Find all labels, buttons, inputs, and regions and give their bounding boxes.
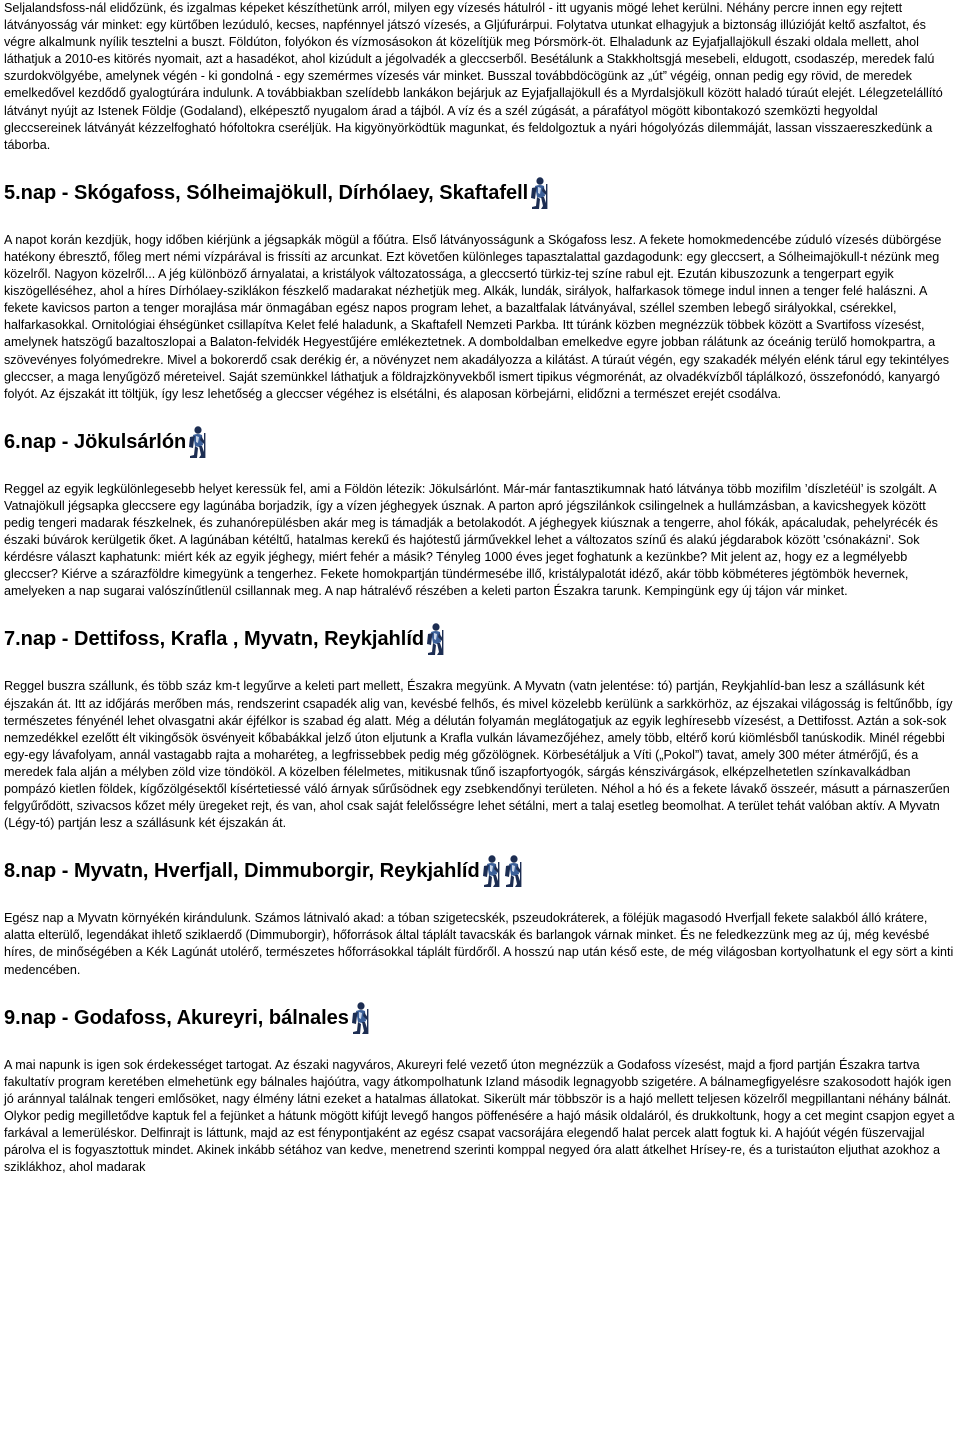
section-7-title: 7.nap - Dettifoss, Krafla , Myvatn, Reykjahlíd [4,628,425,651]
section-5-body: A napot korán kezdjük, hogy időben kiérjünk a jégsapkák mögül a főútra. Első látványosságunk a Skógafoss lesz. A fekete homokmedencébe zúduló vízesés dübörgése hatékony ébresztő, főleg mert némi vízpárával is frissíti az arcunkat. Ezt követően különleges tapasztalattal gazdagodunk: egy gleccsert, a Sólheimajökull-t nézünk meg közelről. Nagyon közelről... A jég különböző árnyalatai, a kristályok változatossága, a gleccsertó türkiz-tej színe rabul ejt. Ezután kibuszozunk a tengerpart egyik kiszögelléséhez, ahol a híres Dírhólaey-sziklákon fészkelő madarakat nézhetjük meg. Alkák, lundák, sirályok, halfarkasok tömege indul innen a tenger felé halászni. A fekete kavicsos parton a tenger morajlása már önmagában egész napos program lehet, a bazaltfalak látványával, széllel szemben lebegő sirályokkal, csérekkel, halfarkasokkal. Ornitológiai éhségünket csillapítva Kelet felé haladunk, a Skaftafell Nemzeti Parkba. Itt túránk közben megnézzük többek között a Svartifoss vízesést, amelynek hatszögű bazaltoszlopai a Balaton-felvidék Hegyestűjére emlékeztetnek. A domboldalban emelkedve egyre jobban rálátunk az óceánig terülő homokpartra, a szövevényes folyómedrekre. Mivel a bokorerdő csak derékig ér, a növényzet nem akadályozza a kilátást. A túraút végén, egy szakadék mélyén elénk tárul egy tekintélyes gleccser, a maga lenyűgöző méreteivel. Saját szemünkkel láthatjuk a földrajzkönyvekből ismert tipikus végmorénát, az olvadékvízből táplálkozó, összefonódó, kanyargó folyót. Az éjszakát itt töltjük, így lesz lehetőség a gleccser végéhez is elsétálni, és alaposan körbejárni, elidőzni a természet erejét csodálva. [4,232,950,401]
section-8-title: 8.nap - Myvatn, Hverfjall, Dimmuborgir, Reykjahlíd [4,860,480,883]
intro-paragraph: Seljalandsfoss-nál elidőzünk, és izgalmas képeket készíthetünk arról, milyen egy vízesés hátulról - itt ugyanis mögé lehet kerülni. Néhány percre innen egy rejtett látványosság vár minket: egy kürtőben lezúduló, kecses, napfénnyel játszó vízesés, a Gljúfurárpui. Folytatva utunkat elhagyjuk a biztonság illúzióját keltő aszfaltot, és végre alkalmunk nyílik tesztelni a buszt. Földúton, folyókon és vízmosásokon át közelítjük meg Þórsmörk-öt. Elhaladunk az Eyjafjallajökull északi oldala mellett, ahol láthatjuk a 2010-es kitörés nyomait, azt a hasadékot, ahol kizúdult a jégolvadék a gleccserből. Besétálunk a Stakkholtsgjá mesebeli, eldugott, csodaszép, meredek falú szurdokvölgyébe, amelynek végén - ki gondolná - egy szemérmes vízesés vár minket. Busszal továbbdöcögünk az „út” végéig, onnan pedig egy rövid, de meredek emelkedővel kezdődő gyalogtúrára indulunk. A továbbiakban szelídebb lankákon bejárjuk az Eyjafjallajökull és a Myrdalsjökull között haladó túraút elejét. Lélegzetelállító látványt nyújt az Istenek Földje (Godaland), elképesztő nyugalom árad a tájból. A víz és a szél zúgását, a párafátyol mögött kibontakozó szemközti hegyoldal gleccsereinek látványát kézzelfogható hófoltokra cseréljük. Ha kigyönyörködtük magunkat, és feldolgoztuk a nyári hógolyózás dilemmáját, lassan visszaereszkedünk a táborba. [4,1,943,152]
section-7-heading [4,622,956,656]
hiker-icon [349,1001,371,1035]
hiker-icon [424,622,446,656]
section-8-body: Egész nap a Myvatn környékén kirándulunk. Számos látnivaló akad: a tóban szigetecskék, pszeudokráterek, a föléjük magasodó Hverfjall fekete salakból álló krátere, alatta elterülő, legendákat ihlető sziklaerdő (Dimmuborgir), hőforrások által táplált tavacskák és barlangok várnak minket. És ne feledkezzünk meg az új, még kevésbé híres, de minőségében a Kék Lagúnát utolérő, természetes hőforrásokkal táplált fürdőről. A hosszú nap után késő este, de még világosban kortyolhatunk el egy sört a kinti medencében. [4,911,954,977]
section-6-body: Reggel az egyik legkülönlegesebb helyet keressük fel, ami a Földön létezik: Jökulsárlónt. Már-már fantasztikumnak ható látványa több mozifilm ’díszletéül’ is szolgált. A Vatnajökull jégsapka gleccsere egy lagúnába borjadzik, így a vízen jéghegyek úsznak. A parton apró jégszilánkok csilingelnek a hullámzásban, a kavicshegyek között pedig tengeri madarak fészkelnek, és zuhanórepülésben akár meg is támadják a betolakodót. A jéghegyek kiúsznak a tengerre, ahol fókák, apácaludak, pehelyrécék és északi búvárok kerülgetik őket. A lagúnában kétéltű, hatalmas kerekű és hajótestű járművekkel lehet a változatos színű és alakú jégdarabok között 'csónakázni'. Sok kérdésre választ kaphatunk: miért kék az egyik jéghegy, miért fehér a másik? Tényleg 1000 éves jeget foghatunk a kezünkbe? Mit jelent az, hogy ez a legmélyebb gleccser? Kiérve a szárazföldre kimegyünk a tengerhez. Fekete homokpartján tündérmesébe illő, kristálypalotát idéző, akár több köbméteres jégtömbök hevernek, amelyeken a nap sugarai valószínűtlenül csillannak meg. A nap hátralévő részében a keleti parton Északra tarunk. Kempingünk egy új tájon vár minket. [4,481,938,599]
section-9-body: A mai napunk is igen sok érdekességet tartogat. Az északi nagyváros, Akureyri felé vezető úton megnézzük a Godafoss vízesést, majd a fjord partján Északra tartva fakultatív program keretében elmehetünk egy bálnales hajóútra, vagy átkompolhatunk Izland második legnagyobb szigetére. A bálnamegfigyelésre szakosodott hajók igen jó aránnyal találnak tengeri emlősöket, nagy élmény látni ezeket a hatalmas állatokat. Sikerült már többször is a hajó mellett teljesen közelről megpillantani néhány bálnát. Olykor pedig megilletődve kaptuk fel a fejünket a hátunk mögött kifújt levegő hangos pöffenésére a hajó másik oldaláról, és drukkoltunk, hogy a cet megint csapjon egyet a farkával a lemerüléskor. Delfinrajt is láttunk, majd az est fénypontjaként az egész csapat vacsorájára elegendő halat percek alatt fogtuk ki. A hajóút végén füszervajjal párolva el is fogyasztottuk mindet. Akinek inkább sétához van kedve, menetrend szerinti komppal negyed óra alatt átkelhet Hrísey-re, és a turistaúton eljuthat azokhoz a sziklákhoz, ahol madarak [4,1057,955,1175]
section-8-icons [480,854,524,888]
section-6-title: 6.nap - Jökulsárlón [4,430,187,453]
section-5-heading [4,176,956,210]
section-7-icons [424,622,446,656]
hiker-icon [502,854,524,888]
section-6-heading [4,425,956,459]
hiker-icon [528,176,550,210]
section-7-body: Reggel buszra szállunk, és több száz km-t legyűrve a keleti part mellett, Északra megyünk. A Myvatn (vatn jelentése: tó) partján, Reykjahlíd-ban lesz a szállásunk két éjszakán át. Itt az időjárás merőben más, rendszerint csapadék alig van, kevésbé felhős, és mivel közelebb kerülünk a sarkkörhöz, az éjszakai világosság is feltűnőbb, így természetes fényénél lehet olvasgatni akár éjfélkor is szabad ég alatt. Még a délután folyamán meglátogatjuk az egyik leghíresebb vízesést, a Dettifosst. Aztán a sok-sok nemzedékkel ezelőtt élt vikingősök ösvényeit kőbabákkal jelző úton eljutunk a Krafla vulkán lávamezőjéhez, amely több, eltérő korú kiömlésből tanúskodik. Minél régebbi egy-egy lávafolyam, annál vastagabb rajta a moharéteg, a legfrissebbek pedig még gőzölögnek. Körbesétáljuk a Víti („Pokol”) tavat, amely 300 méter átmérőjű, és a meredek fala alján a mélyben zöld vize töndököl. A közelben félelmetes, mitikusnak tűnő iszapfortyogók, sárgás kénszivárgások, elképzelhetetlen színkavalkádban pompázó kietlen földek, kígőzölgésektől kísértetiessé váló árnyak sűrűsödnek egy zsebkendőnyi területen. Néhol a hó és a fekete lávakő összeér, másutt a párnaszerűen felgyűrődött, szivacsos kőzet mély üregeket rejt, és van, ahol csak saját felelősségre lehet sétálni, mert a talaj esetleg beomolhat. A terület tehát valóban aktív. A Myvatn (Légy-tó) partján lesz a szállásunk két éjszakán át. [4,679,953,831]
hiker-icon [480,854,502,888]
section-9-title: 9.nap - Godafoss, Akureyri, bálnales [4,1006,349,1029]
document-page [4,0,956,1176]
section-5-icons [528,176,550,210]
hiker-icon [186,425,208,459]
section-6-icons [186,425,208,459]
section-5-title: 5.nap - Skógafoss, Sólheimajökull, Dírhólaey, Skaftafell [4,181,529,204]
section-8-heading [4,854,956,888]
section-9-icons [349,1001,371,1035]
section-9-heading [4,1001,956,1035]
